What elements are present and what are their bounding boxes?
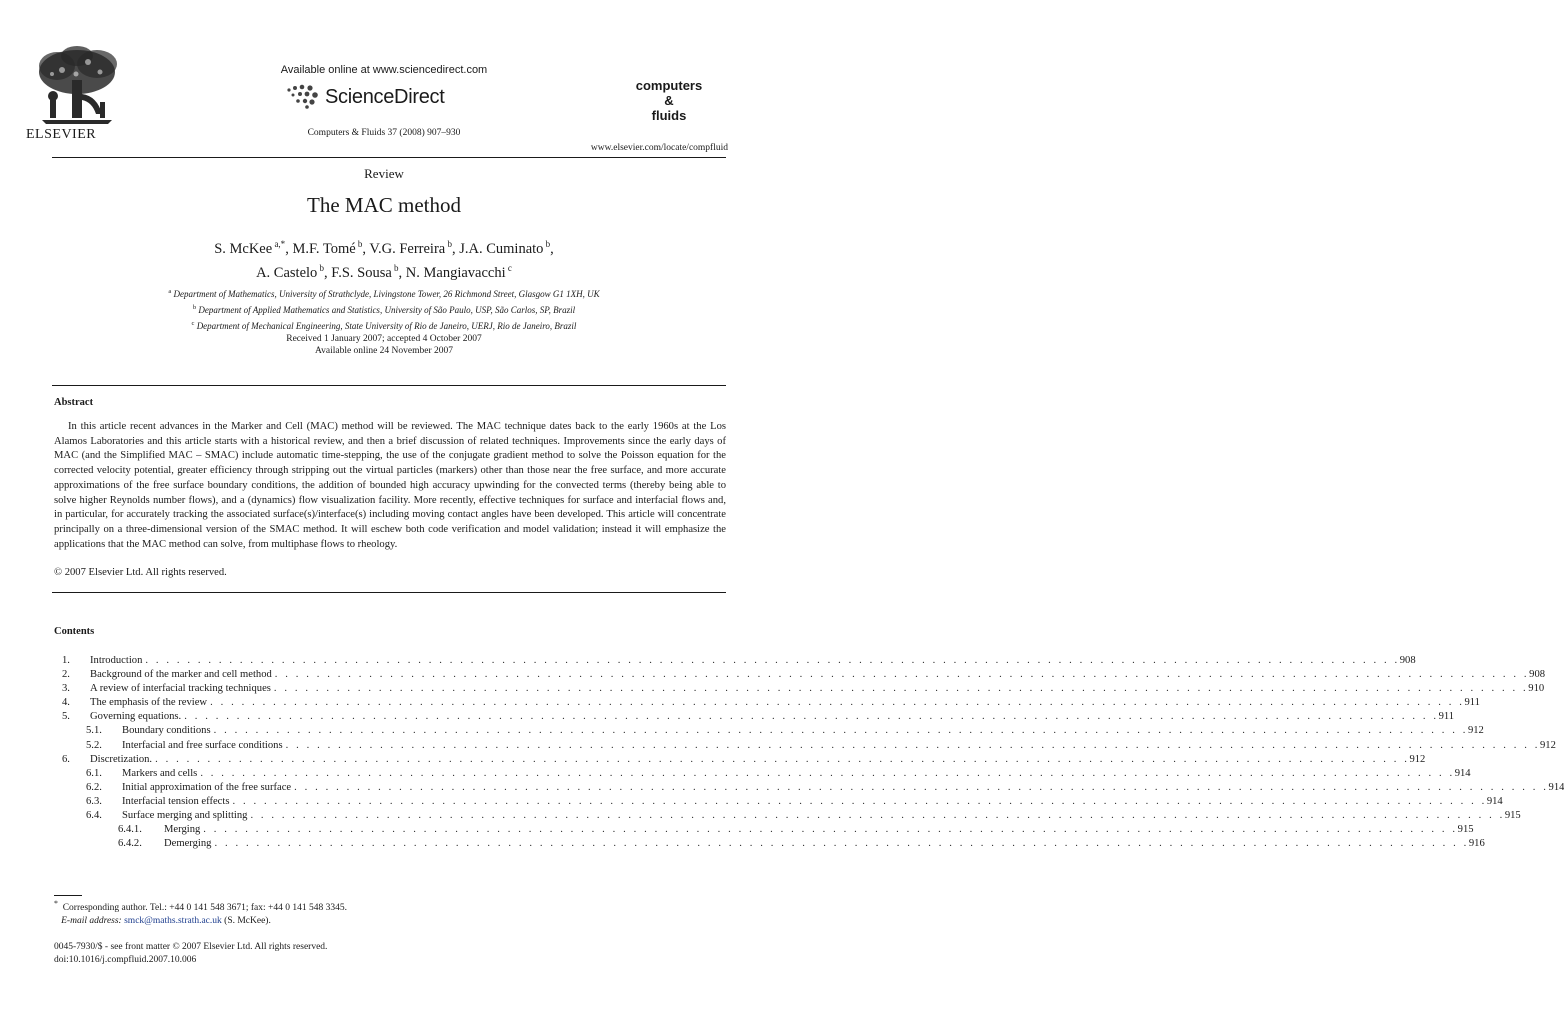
author-line-1 xyxy=(0,235,768,259)
toc-title: The emphasis of the review xyxy=(90,696,210,710)
author-name: S. McKee xyxy=(214,240,273,257)
toc-title: Introduction xyxy=(90,654,145,668)
toc-number: 6.4.1. xyxy=(118,824,142,836)
toc-entry[interactable] xyxy=(54,823,1474,837)
toc-number: 6.3. xyxy=(86,795,102,807)
toc-leader-dots: . . . . . . . . . . . . . . . . . . . . . . . . . . . . . . . . . . . . . . . . . . . . . . . . . . . . . . . . . . . . . . . . . . . . . . . . . . . . . . . . . . . . . . . . . . . . . . . . . . . . . . . . . . . . . . . . . . . . . . . . xyxy=(200,767,1455,779)
toc-page-number: 915 xyxy=(1458,823,1474,837)
toc-entry[interactable] xyxy=(54,795,1503,809)
toc-page-number: 911 xyxy=(1464,696,1480,710)
toc-entry[interactable] xyxy=(54,753,1426,767)
toc-number: 2. xyxy=(62,669,70,681)
affiliation-mark: a xyxy=(168,288,172,295)
toc-entry[interactable] xyxy=(54,668,1546,682)
author-list xyxy=(0,235,768,283)
email-label: E-mail address: xyxy=(61,915,122,926)
toc-page-number: 914 xyxy=(1487,795,1503,809)
sciencedirect-dots-icon xyxy=(285,84,321,110)
sciencedirect-logo xyxy=(285,84,475,114)
front-matter-line: 0045-7930/$ - see front matter © 2007 Elsevier Ltd. All rights reserved. xyxy=(54,942,328,952)
toc-title: Boundary conditions xyxy=(122,724,214,738)
available-online-text: Available online at www.sciencedirect.com xyxy=(280,64,488,76)
author-mark: c xyxy=(505,262,512,273)
toc-title: Governing equations. xyxy=(90,710,184,724)
toc-leader-dots: . . . . . . . . . . . . . . . . . . . . . . . . . . . . . . . . . . . . . . . . . . . . . . . . . . . . . . . . . . . . . . . . . . . . . . . . . . . . . . . . . . . . . . . . . . . . . . . . . . . . . . . . . . . . . . . . . . . . . . . . xyxy=(285,739,1540,751)
abstract-top-rule xyxy=(52,385,726,386)
toc-leader-dots: . . . . . . . . . . . . . . . . . . . . . . . . . . . . . . . . . . . . . . . . . . . . . . . . . . . . . . . . . . . . . . . . . . . . . . . . . . . . . . . . . . . . . . . . . . . . . . . . . . . . . . . . . . . . . . . . . . . . . . . . xyxy=(203,824,1458,836)
toc-number: 5. xyxy=(62,711,70,723)
abstract-copyright: © 2007 Elsevier Ltd. All rights reserved. xyxy=(54,567,227,578)
toc-entry[interactable] xyxy=(54,696,1480,710)
toc-leader-dots: . . . . . . . . . . . . . . . . . . . . . . . . . . . . . . . . . . . . . . . . . . . . . . . . . . . . . . . . . . . . . . . . . . . . . . . . . . . . . . . . . . . . . . . . . . . . . . . . . . . . . . . . . . . . . . . . . . . . . . . . xyxy=(250,810,1505,822)
author-mark: b xyxy=(445,239,452,249)
footnote xyxy=(54,898,347,927)
toc-page-number: 912 xyxy=(1409,753,1425,767)
toc-entry[interactable] xyxy=(54,710,1455,724)
affiliation-mark: c xyxy=(191,320,195,327)
toc-leader-dots: . . . . . . . . . . . . . . . . . . . . . . . . . . . . . . . . . . . . . . . . . . . . . . . . . . . . . . . . . . . . . . . . . . . . . . . . . . . . . . . . . . . . . . . . . . . . . . . . . . . . . . . . . . . . . . . . . . . . . . . . xyxy=(214,838,1469,850)
affiliation xyxy=(0,301,768,317)
author-mark: b xyxy=(391,262,399,273)
article-type: Review xyxy=(364,166,404,181)
author-name: A. Castelo xyxy=(256,264,318,281)
footnote-rule xyxy=(54,895,82,896)
author-name: , N. Mangiavacchi xyxy=(398,264,506,281)
toc-title: Background of the marker and cell method xyxy=(90,668,275,682)
affiliation xyxy=(0,317,768,333)
toc-title: Discretization. xyxy=(90,753,155,767)
header-rule xyxy=(52,157,726,158)
toc-page-number: 910 xyxy=(1528,682,1544,696)
journal-citation: Computers & Fluids 37 (2008) 907–930 xyxy=(307,128,461,138)
toc-page-number: 908 xyxy=(1400,654,1416,668)
author-mark: b xyxy=(355,239,363,249)
journal-logo-line: fluids xyxy=(651,108,687,123)
sciencedirect-wordmark: ScienceDirect xyxy=(325,86,445,108)
email-note xyxy=(54,915,347,928)
corresponding-author-note xyxy=(54,898,347,915)
author-name: , F.S. Sousa xyxy=(324,264,392,281)
imprint xyxy=(54,941,327,966)
toc-number: 6.2. xyxy=(86,781,102,793)
toc-page-number: 912 xyxy=(1468,724,1484,738)
toc-entry[interactable] xyxy=(54,809,1521,823)
toc-title: Initial approximation of the free surface xyxy=(122,781,294,795)
abstract-heading: Abstract xyxy=(54,397,94,408)
corresponding-text: Corresponding author. Tel.: +44 0 141 548 3671; fax: +44 0 141 548 3345. xyxy=(62,903,348,914)
toc-number: 5.2. xyxy=(86,739,102,751)
author-mark: b xyxy=(317,262,325,273)
affiliations xyxy=(0,285,768,333)
contents-heading: Contents xyxy=(54,626,95,637)
toc-page-number: 916 xyxy=(1469,837,1485,851)
abstract-body: In this article recent advances in the Marker and Cell (MAC) method will be reviewed. The MAC technique dates back to the early 1960s at the Los Alamos Laboratories and this article starts with a historical review, and then a brief discussion of related techniques. Improvements since the early days of MAC (and the Simplified MAC – SMAC) include automatic time-stepping, the use of the conjugate gradient method to solve the Poisson equation for the corrected velocity potential, greater efficiency through stripping out the virtual particles (markers) other than those near the free surface, and more accurate approximations of the free surface boundary conditions, the addition of bounded high accuracy upwinding for the convected terms (thereby being able to solve higher Reynolds number flows), and a (dynamics) flow visualization facility. More recently, effective techniques for surface and interfacial flows and, in particular, for accurately tracking the associated surface(s)/interface(s) including moving contact angles have been developed. This article will concentrate principally on a three-dimensional version of the SMAC method. It will eschew both code verification and model validation; instead it will emphasize the applications that the MAC method can solve, from multiphase flows to rheology. xyxy=(54,421,726,550)
toc-number: 6.4. xyxy=(86,810,102,822)
footnote-mark: * xyxy=(54,899,58,908)
toc-number: 6.1. xyxy=(86,767,102,779)
table-of-contents xyxy=(54,654,1564,851)
email-suffix: (S. McKee). xyxy=(221,915,271,926)
toc-page-number: 912 xyxy=(1540,739,1556,753)
toc-page-number: 908 xyxy=(1529,668,1545,682)
toc-leader-dots: . . . . . . . . . . . . . . . . . . . . . . . . . . . . . . . . . . . . . . . . . . . . . . . . . . . . . . . . . . . . . . . . . . . . . . . . . . . . . . . . . . . . . . . . . . . . . . . . . . . . . . . . . . . . . . . . . . . . . . . . xyxy=(184,711,1439,723)
toc-entry[interactable] xyxy=(54,654,1416,668)
toc-leader-dots: . . . . . . . . . . . . . . . . . . . . . . . . . . . . . . . . . . . . . . . . . . . . . . . . . . . . . . . . . . . . . . . . . . . . . . . . . . . . . . . . . . . . . . . . . . . . . . . . . . . . . . . . . . . . . . . . . . . . . . . . xyxy=(145,655,1400,666)
toc-page-number: 915 xyxy=(1505,809,1521,823)
abstract-bottom-rule xyxy=(52,592,726,593)
toc-page-number: 914 xyxy=(1549,781,1564,795)
toc-leader-dots: . . . . . . . . . . . . . . . . . . . . . . . . . . . . . . . . . . . . . . . . . . . . . . . . . . . . . . . . . . . . . . . . . . . . . . . . . . . . . . . . . . . . . . . . . . . . . . . . . . . . . . . . . . . . . . . . . . . . . . . . xyxy=(273,683,1529,695)
affiliation-text: Department of Mechanical Engineering, State University of Rio de Janeiro, UERJ, Rio de Janeiro, Brazil xyxy=(196,321,577,331)
toc-number: 6.4.2. xyxy=(118,838,142,850)
toc-leader-dots: . . . . . . . . . . . . . . . . . . . . . . . . . . . . . . . . . . . . . . . . . . . . . . . . . . . . . . . . . . . . . . . . . . . . . . . . . . . . . . . . . . . . . . . . . . . . . . . . . . . . . . . . . . . . . . . . . . . . . . . . xyxy=(294,781,1549,793)
toc-number: 1. xyxy=(62,655,70,666)
author-mark: b xyxy=(543,239,551,249)
toc-entry[interactable] xyxy=(54,739,1556,753)
toc-number: 4. xyxy=(62,697,70,709)
toc-title: A review of interfacial tracking techniques xyxy=(90,682,274,696)
affiliation-text: Department of Applied Mathematics and Statistics, University of São Paulo, USP, São Carlos, SP, Brazil xyxy=(198,305,576,315)
toc-title: Merging xyxy=(164,823,203,837)
toc-title: Surface merging and splitting xyxy=(122,809,250,823)
doi-line[interactable]: doi:10.1016/j.compfluid.2007.10.006 xyxy=(54,954,197,965)
author-line-2 xyxy=(0,259,768,283)
toc-leader-dots: . . . . . . . . . . . . . . . . . . . . . . . . . . . . . . . . . . . . . . . . . . . . . . . . . . . . . . . . . . . . . . . . . . . . . . . . . . . . . . . . . . . . . . . . . . . . . . . . . . . . . . . . . . . . . . . . . . . . . . . . xyxy=(210,697,1465,709)
email-link[interactable]: smck@maths.strath.ac.uk xyxy=(124,915,222,926)
toc-title: Demerging xyxy=(164,837,214,851)
toc-leader-dots: . . . . . . . . . . . . . . . . . . . . . . . . . . . . . . . . . . . . . . . . . . . . . . . . . . . . . . . . . . . . . . . . . . . . . . . . . . . . . . . . . . . . . . . . . . . . . . . . . . . . . . . . . . . . . . . . . . . . . . . . xyxy=(274,669,1530,681)
toc-title: Markers and cells xyxy=(122,767,200,781)
affiliation-mark: b xyxy=(192,304,197,311)
author-name: , V.G. Ferreira xyxy=(362,240,446,257)
toc-title: Interfacial tension effects xyxy=(122,795,232,809)
author-name: , xyxy=(550,240,554,257)
toc-entry[interactable] xyxy=(54,724,1484,738)
author-name: , M.F. Tomé xyxy=(285,240,356,257)
journal-logo xyxy=(604,78,734,123)
affiliation xyxy=(0,285,768,301)
toc-leader-dots: . . . . . . . . . . . . . . . . . . . . . . . . . . . . . . . . . . . . . . . . . . . . . . . . . . . . . . . . . . . . . . . . . . . . . . . . . . . . . . . . . . . . . . . . . . . . . . . . . . . . . . . . . . . . . . . . . . . . . . . . xyxy=(155,753,1410,765)
journal-logo-line: computers xyxy=(635,78,703,93)
toc-number: 3. xyxy=(62,683,70,695)
toc-entry[interactable] xyxy=(54,682,1545,696)
article-dates xyxy=(0,333,768,357)
author-mark: a,* xyxy=(272,239,286,249)
author-name: , J.A. Cuminato xyxy=(451,240,544,257)
toc-page-number: 911 xyxy=(1439,710,1455,724)
journal-url[interactable]: www.elsevier.com/locate/compfluid xyxy=(590,143,728,153)
toc-leader-dots: . . . . . . . . . . . . . . . . . . . . . . . . . . . . . . . . . . . . . . . . . . . . . . . . . . . . . . . . . . . . . . . . . . . . . . . . . . . . . . . . . . . . . . . . . . . . . . . . . . . . . . . . . . . . . . . . . . . . . . . . xyxy=(232,795,1487,807)
available-date: Available online 24 November 2007 xyxy=(314,346,454,356)
toc-leader-dots: . . . . . . . . . . . . . . . . . . . . . . . . . . . . . . . . . . . . . . . . . . . . . . . . . . . . . . . . . . . . . . . . . . . . . . . . . . . . . . . . . . . . . . . . . . . . . . . . . . . . . . . . . . . . . . . . . . . . . . . . xyxy=(213,725,1468,737)
toc-entry[interactable] xyxy=(54,781,1564,795)
publisher-name: ELSEVIER xyxy=(26,127,97,142)
toc-entry[interactable] xyxy=(54,837,1485,851)
received-date: Received 1 January 2007; accepted 4 October 2007 xyxy=(286,334,482,344)
toc-entry[interactable] xyxy=(54,767,1471,781)
toc-page-number: 914 xyxy=(1455,767,1471,781)
toc-number: 5.1. xyxy=(86,725,102,737)
article-title: The MAC method xyxy=(307,193,461,217)
toc-title: Interfacial and free surface conditions xyxy=(122,739,286,753)
toc-number: 6. xyxy=(62,753,70,765)
page-header xyxy=(0,0,768,160)
journal-logo-line: & xyxy=(664,93,674,108)
affiliation-text: Department of Mathematics, University of Strathclyde, Livingstone Tower, 26 Richmond Street, Glasgow G1 1XH, UK xyxy=(173,289,600,299)
